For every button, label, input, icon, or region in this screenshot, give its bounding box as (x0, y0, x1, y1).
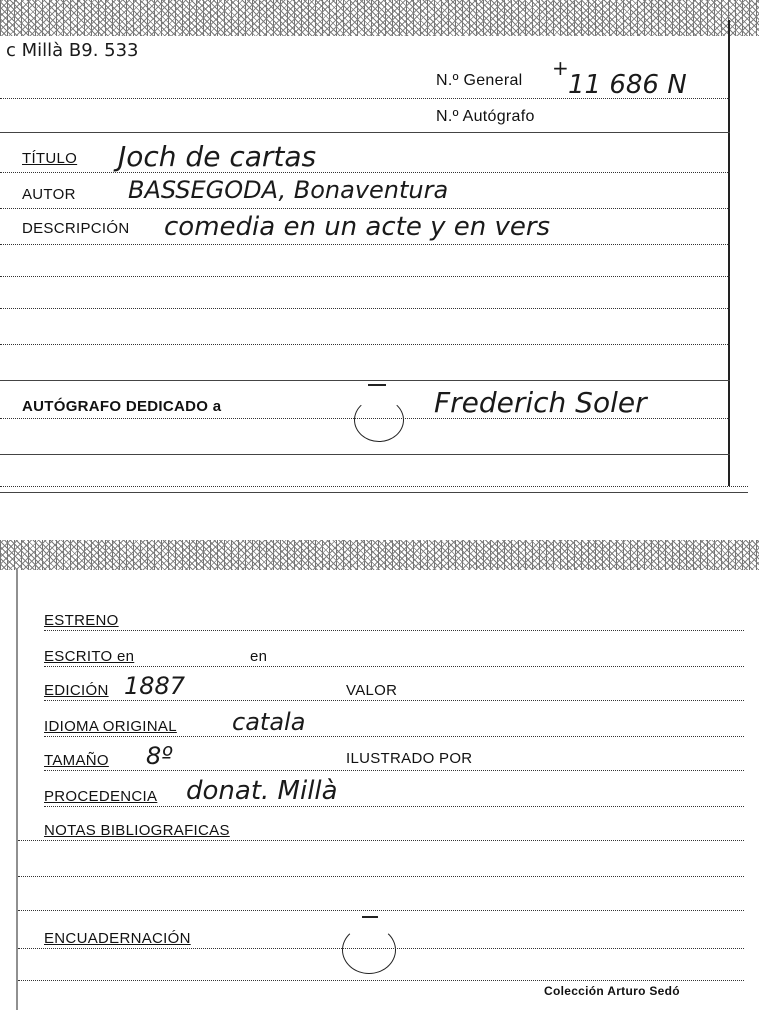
rule-written (44, 666, 744, 667)
rule-binding-2 (18, 980, 744, 981)
catalog-card-back (0, 570, 748, 1028)
dedicated-label: AUTÓGRAFO DEDICADO a (22, 398, 222, 415)
notes-label: NOTAS BIBLIOGRAFICAS (44, 822, 230, 839)
size-value: 8º (146, 742, 173, 770)
rule-blank-3 (0, 344, 730, 345)
size-label: TAMAÑO (44, 752, 109, 769)
language-label: IDIOMA ORIGINAL (44, 718, 177, 735)
rule-autograph (0, 132, 730, 133)
title-label: TÍTULO (22, 150, 78, 167)
seal-circle-icon (354, 398, 404, 442)
catalog-card-front (0, 0, 748, 492)
seal-mark-bottom (362, 916, 378, 918)
scan-noise-band-bottom (0, 540, 759, 570)
card-separator (0, 492, 748, 493)
rule-dedicated (0, 418, 730, 419)
seal-circle-icon-bottom (342, 926, 396, 974)
title-value: Joch de cartas (118, 140, 317, 173)
dedicated-value: Frederich Soler (434, 386, 647, 419)
language-value: catala (232, 708, 306, 736)
general-number-label: N.º General (436, 72, 523, 89)
binding-label: ENCUADERNACIÓN (44, 930, 191, 947)
rule-notes-blank-2 (18, 910, 744, 911)
general-number-mark: + (552, 56, 569, 80)
author-value: BASSEGODA, Bonaventura (128, 176, 449, 204)
rule-description (0, 244, 730, 245)
rule-size (44, 770, 744, 771)
rule-bottom (0, 454, 730, 455)
edition-label: EDICIÓN (44, 682, 109, 699)
rule-title (0, 172, 730, 173)
collection-credit: Colección Arturo Sedó (544, 984, 680, 998)
rule-blank-4 (0, 380, 730, 381)
premiere-label: ESTRENO (44, 612, 119, 629)
value-label: VALOR (346, 682, 398, 699)
rule-binding (18, 948, 744, 949)
edition-value: 1887 (124, 672, 186, 700)
description-label: DESCRIPCIÓN (22, 220, 130, 237)
description-value: comedia en un acte y en vers (164, 212, 551, 242)
provenance-value: donat. Millà (186, 776, 338, 806)
scan-noise-band (0, 0, 759, 36)
written-in-label: en (250, 648, 268, 665)
illustrator-label: ILUSTRADO POR (346, 750, 473, 767)
seal-mark (368, 384, 386, 386)
general-number-value: 11 686 N (568, 70, 687, 100)
rule-provenance (44, 806, 744, 807)
rule-author (0, 208, 730, 209)
card-left-edge (16, 570, 18, 1010)
card-right-edge (728, 20, 730, 486)
provenance-label: PROCEDENCIA (44, 788, 158, 805)
rule-notes-blank-1 (18, 876, 744, 877)
author-label: AUTOR (22, 186, 76, 203)
written-label: ESCRITO en (44, 648, 135, 665)
rule-general (0, 98, 730, 99)
rule-card-end (0, 486, 748, 487)
rule-premiere (44, 630, 744, 631)
rule-blank-2 (0, 308, 730, 309)
rule-blank-1 (0, 276, 730, 277)
rule-language (44, 736, 744, 737)
rule-edition (44, 700, 744, 701)
autograph-number-label: N.º Autógrafo (436, 108, 535, 125)
corner-note: c Millà B9. 533 (6, 40, 139, 61)
rule-notes (18, 840, 744, 841)
